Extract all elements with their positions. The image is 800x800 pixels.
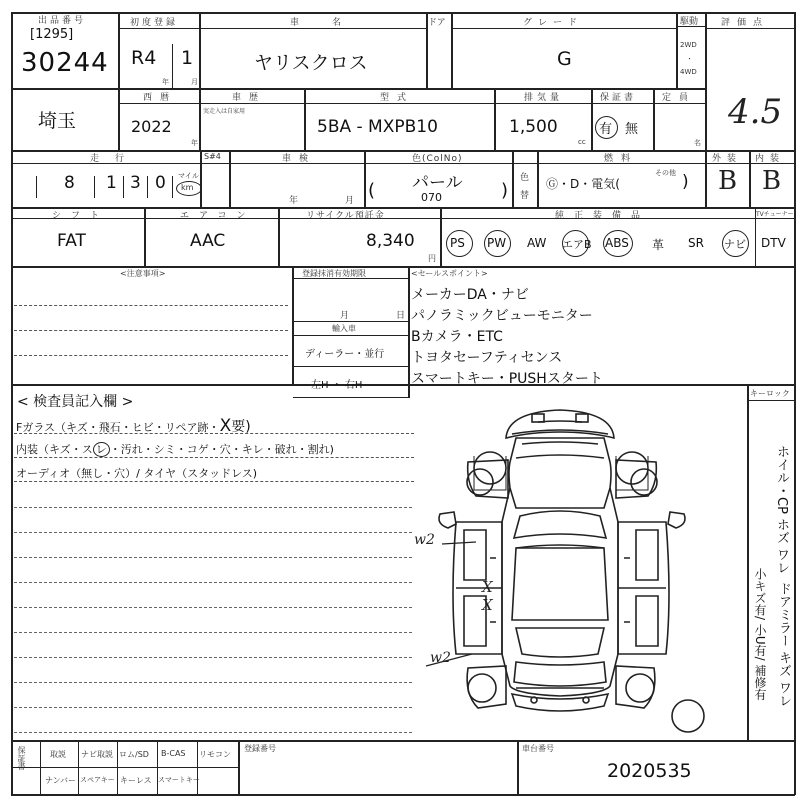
v-f-b (78, 740, 79, 794)
v-r1-j (706, 28, 795, 29)
fuel-options: Ⓖ・D・電気( (546, 177, 620, 191)
insp-line-6 (14, 582, 412, 583)
equip-navi: ナビ (724, 238, 746, 251)
v-r4-d (12, 218, 795, 219)
footer-col-1: 取説 (50, 750, 66, 759)
v-r1-e (676, 12, 678, 88)
capacity-label: 定員 (662, 93, 697, 103)
mileage-d4: 0 (155, 173, 166, 193)
side-note-3: 小キズ有/ 小U有/ 補修有 (753, 568, 767, 701)
diagram-mark-w2-upper: w2 (414, 532, 435, 548)
interior-line (16, 441, 334, 457)
interior-rest: ・汚れ・シミ・コゲ・穴・キレ・破れ・割れ) (109, 443, 334, 456)
year-unit: 年 (191, 139, 198, 147)
steering-label: 左H ・ 右H (311, 380, 363, 391)
interior-text: 内装（キズ・ス (16, 443, 93, 456)
v-r4-c (440, 207, 442, 266)
mileage-d3: 3 (130, 173, 141, 193)
mileage-d1: 8 (64, 173, 75, 193)
reg-era: R4 (131, 47, 157, 69)
equip-abs: ABS (605, 236, 629, 250)
chassis-label: 車台番号 (522, 744, 554, 753)
insp-line-5 (14, 557, 412, 558)
frame-right (794, 12, 796, 795)
fuel-close: ) (682, 172, 689, 192)
nendo-label: 西暦 (143, 93, 178, 103)
door-label: ドア (428, 18, 446, 28)
v-f-e (197, 740, 198, 794)
lot-label: 出品番号 (38, 16, 87, 26)
color-paren-r: ) (501, 180, 509, 201)
v-r4-a (144, 207, 146, 266)
expiry-day: 日 (396, 311, 406, 321)
equip-dtv: DTV (761, 236, 786, 250)
equip-airbag: エアB (562, 238, 592, 251)
displacement: 1,500 (509, 117, 558, 137)
caution-line-3 (14, 355, 288, 356)
v-r5-f (293, 397, 408, 398)
footer-col-7: スペアキー (80, 776, 115, 784)
v-key-a (747, 384, 749, 740)
drive-sep: ・ (686, 55, 693, 63)
name-label: 車 名 (290, 18, 354, 28)
ext-label: 外装 (712, 154, 743, 164)
score: 4.5 (728, 92, 783, 132)
inspection-label: 車検 (282, 154, 317, 164)
v-r2-a (118, 88, 120, 150)
color-label: 色(ColNo) (412, 154, 463, 164)
model-code: 5BA - MXPB10 (317, 117, 438, 137)
caution-label: <注意事項> (120, 269, 166, 278)
v-r1-i (452, 28, 676, 29)
mileage-tick-1 (36, 176, 37, 198)
hline-7 (11, 767, 238, 768)
model-label: 型式 (380, 93, 415, 103)
v-r3-f (705, 150, 707, 207)
audio-line: オーディオ（無し・穴）/ タイヤ（スタッドレス) (16, 467, 258, 480)
footer-col-4: B-CAS (161, 749, 186, 758)
hline-3 (11, 207, 795, 209)
lot-code: [1295] (30, 27, 74, 42)
reg-expiry-label: 登録抹消有効期限 (302, 269, 366, 278)
insp-line-11 (14, 707, 412, 708)
warranty-yes: 有 (599, 122, 613, 137)
int-label: 内装 (755, 154, 786, 164)
v-r1-k (172, 44, 173, 88)
equip-aw: AW (527, 236, 547, 250)
car-name: ヤリスクロス (254, 52, 368, 74)
mileage-tick-4 (147, 176, 148, 198)
v-f-d (157, 740, 158, 794)
fuel-label: 燃料 (604, 154, 639, 164)
sales-label: <セールスポイント> (411, 269, 488, 278)
color-no: 070 (421, 191, 442, 204)
insp-line-3 (14, 507, 412, 508)
insp-line-1 (14, 457, 414, 458)
side-note-1: ホイル・CP ホズ ワレ (774, 445, 789, 575)
v-r2-c (304, 88, 306, 150)
reg-tsuki: 月 (191, 78, 198, 86)
equip-leather: 革 (652, 238, 665, 252)
equip-ps: PS (450, 236, 465, 250)
ext-grade: B (718, 166, 738, 196)
recycle-unit: 円 (428, 254, 436, 263)
footer-col-3: ロム/SD (119, 750, 149, 759)
chassis-number: 2020535 (607, 760, 692, 782)
mileage-tick-2 (94, 176, 95, 198)
equip-label: 純正装備品 (555, 211, 651, 221)
reg-label: 初度登録 (130, 18, 179, 28)
footer-col-6: ナンバー (45, 776, 77, 785)
shift: FAT (57, 231, 86, 251)
footer-col-2: ナビ取説 (81, 750, 113, 759)
insp-line-10 (14, 682, 412, 683)
v-f-c (117, 740, 118, 794)
v-f-a (40, 740, 41, 794)
import-label: 輸入車 (332, 324, 356, 333)
ac: AAC (190, 231, 226, 251)
v-key-b (747, 400, 795, 401)
v-r2-b (199, 88, 201, 150)
v-r2-h (119, 103, 705, 104)
v-r3-b (229, 150, 231, 207)
score-label: 評価点 (721, 18, 770, 28)
footer-col-5: リモコン (199, 750, 231, 759)
model-year: 2022 (131, 117, 172, 136)
insp-line-4 (14, 532, 412, 533)
v-r1-b (199, 12, 201, 88)
grade: G (557, 48, 572, 70)
frame-bottom (11, 794, 795, 796)
hline-5 (11, 384, 795, 386)
reg-month: 1 (181, 47, 194, 69)
v-r4-b (278, 207, 280, 266)
footer-side-label: 保証書 (17, 746, 26, 770)
v-r2-d (494, 88, 496, 150)
v-r5-d (293, 335, 408, 336)
fuel-other: その他 (655, 169, 676, 177)
insp-line-2 (14, 481, 414, 482)
key-lock-label: キーロック (750, 389, 790, 398)
expiry-month: 月 (340, 311, 350, 321)
insp-line-8 (14, 632, 412, 633)
v-f-g (517, 740, 519, 794)
hline-6 (11, 740, 795, 742)
insp-line-9 (14, 657, 412, 658)
sales-point-3: Bカメラ・ETC (411, 329, 503, 345)
cc-unit: cc (578, 138, 586, 146)
recolor-1: 色 (520, 173, 530, 183)
tv-tuner-label: TVチューナー (756, 211, 794, 218)
recycle-fee: 8,340 (366, 231, 415, 251)
mileage-tick-5 (172, 176, 173, 198)
v-r3-e (537, 150, 539, 207)
mileage-tick-3 (123, 176, 124, 198)
v-r1-h (119, 28, 426, 29)
color: パール (412, 173, 463, 193)
v-r3-c (364, 150, 366, 207)
dealer-label: ディーラー・並行 (305, 349, 385, 360)
v-r3-a (200, 150, 202, 207)
history-label: 車歴 (232, 93, 267, 103)
v-r1-d (451, 12, 453, 88)
km-unit: km (181, 183, 194, 192)
history-note: 実走入は自家用 (203, 108, 246, 115)
recolor-2: 替 (520, 191, 530, 201)
v-r2-e (591, 88, 593, 150)
interior-circled: レ (93, 442, 110, 457)
insp-year: 年 (289, 196, 299, 206)
reg-nen: 年 (162, 78, 169, 86)
frame-left (11, 12, 13, 795)
sales-point-5: スマートキー・PUSHスタート (411, 371, 603, 387)
seat-label: S#4 (204, 152, 221, 161)
footer-col-9: スマートキー (158, 776, 200, 784)
prefecture: 埼玉 (38, 110, 77, 132)
warranty-label: 保証書 (600, 93, 637, 103)
side-note-2: ドアミラー キズ ワレ (776, 582, 791, 708)
cc-label: 排気量 (524, 93, 564, 103)
drive-4wd: 4WD (680, 68, 697, 76)
equip-pw: PW (487, 236, 507, 250)
ac-label: エアコン (180, 211, 256, 221)
shift-label: シフト (52, 211, 110, 221)
int-grade: B (762, 166, 782, 196)
capacity-unit: 名 (694, 139, 701, 147)
sales-point-2: パノラミックビューモニター (411, 308, 593, 324)
diagram-mark-x1: X (482, 578, 493, 596)
caution-line-2 (14, 330, 288, 331)
drive-2wd: 2WD (680, 41, 697, 49)
insp-line-0 (14, 433, 414, 434)
sales-point-1: メーカーDA・ナビ (411, 287, 529, 303)
insp-line-12 (14, 732, 412, 733)
v-r5-b (408, 266, 410, 398)
diagram-mark-x2: X (482, 596, 493, 614)
fglass-text: Fガラス（キズ・飛石・ヒビ・リペア跡・ (16, 421, 220, 434)
mileage-d2: 1 (106, 173, 117, 193)
drive-label: 駆動 (680, 17, 699, 27)
fglass-mark: X (219, 416, 232, 436)
warranty-no: 無 (625, 122, 639, 137)
footer-col-8: キーレス (120, 776, 152, 785)
sales-point-4: トヨタセーフティセンス (411, 350, 563, 366)
regno-label: 登録番号 (244, 744, 276, 753)
color-paren-l: ( (368, 180, 376, 201)
v-r3-g (749, 150, 751, 207)
insp-month: 月 (345, 196, 355, 206)
inspector-title: < 検査員記入欄 > (17, 394, 134, 410)
mileage-label: 走行 (90, 154, 141, 164)
diagram-mark-w2-lower: w2 (430, 650, 451, 666)
equip-sr: SR (688, 236, 704, 250)
v-r1-a (118, 12, 120, 88)
v-r2-f (653, 88, 655, 150)
caution-line-1 (14, 305, 288, 306)
recycle-label: リサイクル預託金 (306, 211, 385, 221)
v-r5-c (293, 321, 408, 322)
v-f-f (238, 740, 240, 794)
grade-label: グレード (523, 18, 584, 28)
mile-unit: マイル (178, 172, 199, 180)
v-r1-f (705, 12, 707, 150)
car-diagram (420, 398, 720, 736)
insp-line-7 (14, 607, 412, 608)
lot-number: 30244 (21, 48, 109, 78)
v-r5-e (293, 366, 408, 367)
v-r3-d (512, 150, 514, 207)
fglass-req: 要) (231, 419, 251, 435)
